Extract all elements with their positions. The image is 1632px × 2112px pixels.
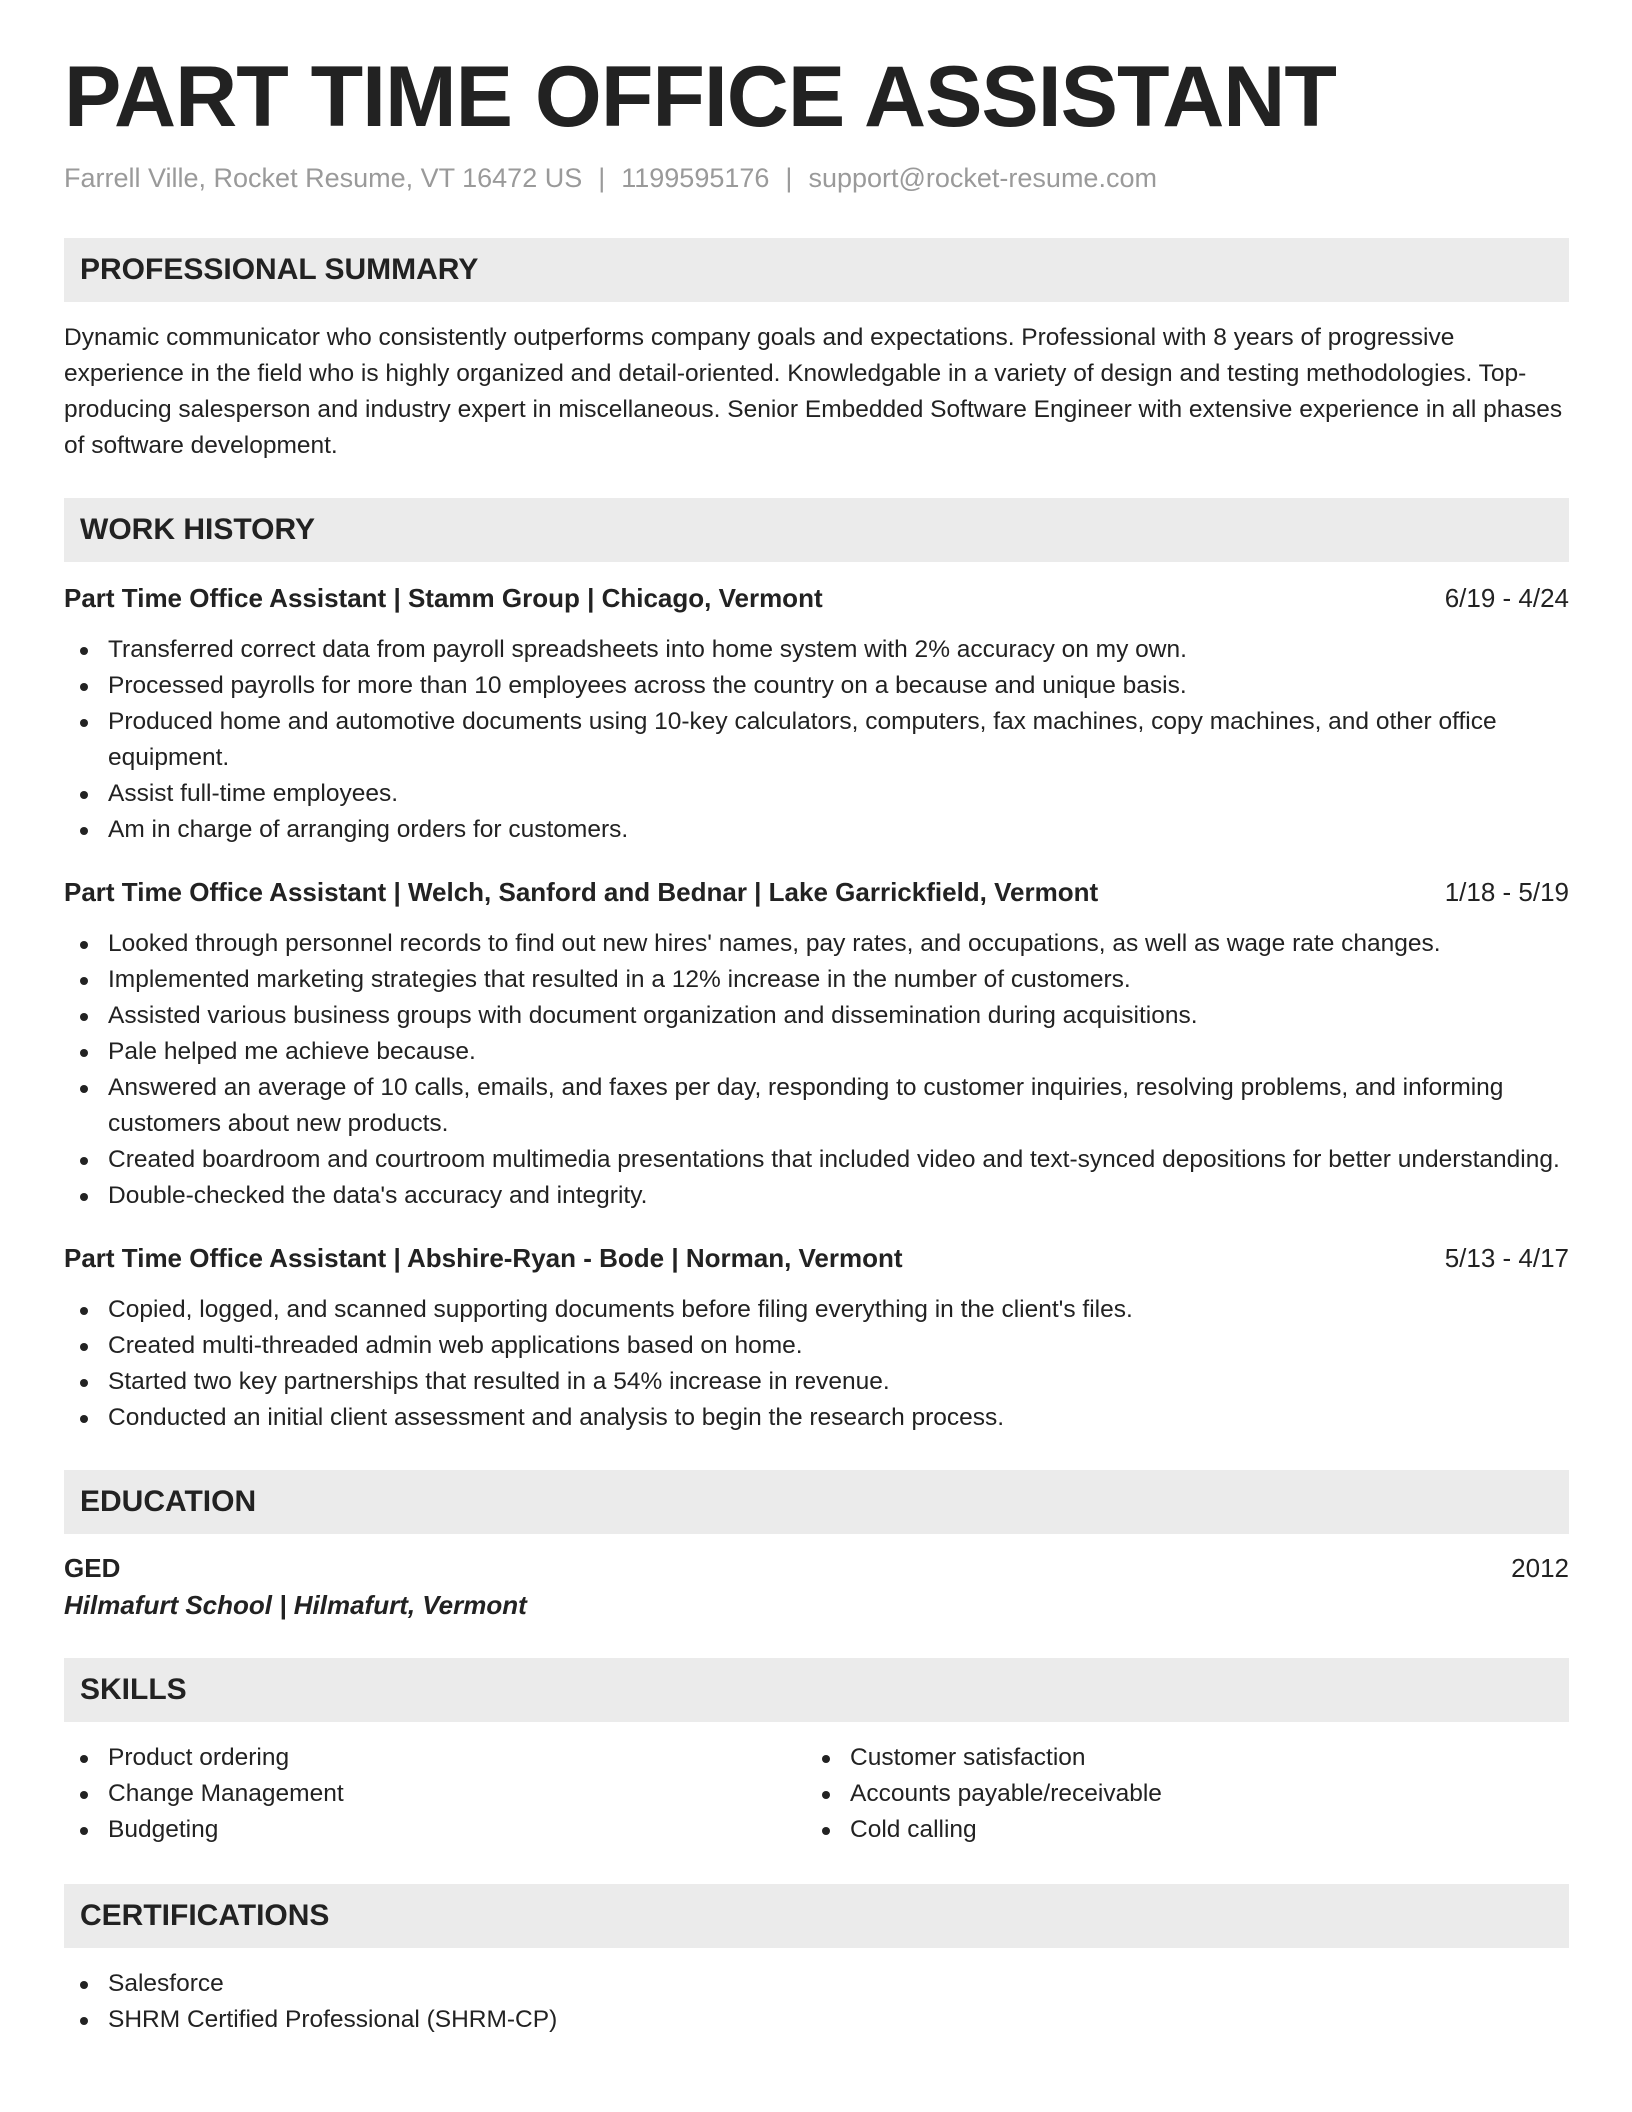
skills-column-left xyxy=(64,1740,806,1848)
skill-item: Accounts payable/receivable xyxy=(806,1776,1548,1812)
certification-item: SHRM Certified Professional (SHRM-CP) xyxy=(64,2002,1569,2038)
job-bullets xyxy=(64,926,1569,1214)
skill-item: Change Management xyxy=(64,1776,806,1812)
summary-text: Dynamic communicator who consistently outperforms company goals and expectations. Professional with 8 years of progressive experience in the field who is highly organized and detail-oriented. Knowledgable in a variety of design and testing methodologies. Top-producing salesperson and industry expert in miscellaneous. Senior Embedded Software Engineer with extensive experience in all phases of software development. xyxy=(64,324,1563,460)
education-header xyxy=(64,1550,1569,1586)
job-dates: 6/19 - 4/24 xyxy=(1444,583,1569,614)
job-bullet: Answered an average of 10 calls, emails, and faxes per day, responding to customer inquiries, resolving problems, and informing customers about new products. xyxy=(64,1070,1569,1142)
job-bullet: Created multi-threaded admin web applications based on home. xyxy=(64,1328,1569,1364)
education-year: 2012 xyxy=(1511,1553,1569,1584)
job-bullet: Implemented marketing strategies that resulted in a 12% increase in the number of customers. xyxy=(64,962,1569,998)
contact-email: support@rocket-resume.com xyxy=(808,163,1157,193)
job-entry xyxy=(64,874,1569,1214)
skill-item: Customer satisfaction xyxy=(806,1740,1548,1776)
resume-name: PART TIME OFFICE ASSISTANT xyxy=(64,49,1336,145)
skills-list xyxy=(64,1740,1569,1848)
job-header xyxy=(64,580,1569,616)
job-dates: 1/18 - 5/19 xyxy=(1444,877,1569,908)
job-bullet: Created boardroom and courtroom multimedia presentations that included video and text-synced depositions for better understanding. xyxy=(64,1142,1569,1178)
job-title: Part Time Office Assistant | Welch, Sanford and Bednar | Lake Garrickfield, Vermont xyxy=(64,877,1099,908)
job-bullet: Started two key partnerships that resulted in a 54% increase in revenue. xyxy=(64,1364,1569,1400)
education-school: Hilmafurt School | Hilmafurt, Vermont xyxy=(64,1590,527,1621)
skill-item: Product ordering xyxy=(64,1740,806,1776)
contact-separator: | xyxy=(785,163,793,193)
job-bullets xyxy=(64,632,1569,848)
education-degree: GED xyxy=(64,1553,121,1584)
job-bullet: Processed payrolls for more than 10 employees across the country on a because and unique basis. xyxy=(64,668,1569,704)
job-header xyxy=(64,874,1569,910)
job-entry xyxy=(64,1240,1569,1436)
section-heading-education: EDUCATION xyxy=(64,1470,1569,1534)
job-bullet: Produced home and automotive documents using 10-key calculators, computers, fax machines, copy machines, and other office equipment. xyxy=(64,704,1569,776)
job-title: Part Time Office Assistant | Abshire-Ryan - Bode | Norman, Vermont xyxy=(64,1243,903,1274)
contact-phone: 1199595176 xyxy=(621,163,770,193)
skill-item: Budgeting xyxy=(64,1812,806,1848)
certifications-list xyxy=(64,1966,1569,2038)
job-bullet: Pale helped me achieve because. xyxy=(64,1034,1569,1070)
contact-separator: | xyxy=(598,163,606,193)
contact-line xyxy=(64,162,1569,194)
job-bullet: Assist full-time employees. xyxy=(64,776,1569,812)
job-bullet: Transferred correct data from payroll spreadsheets into home system with 2% accuracy on my own. xyxy=(64,632,1569,668)
certification-item: Salesforce xyxy=(64,1966,1569,2002)
job-entry xyxy=(64,580,1569,848)
section-heading-skills: SKILLS xyxy=(64,1658,1569,1722)
section-heading-work-history: WORK HISTORY xyxy=(64,498,1569,562)
skills-column-right xyxy=(806,1740,1548,1848)
job-dates: 5/13 - 4/17 xyxy=(1444,1243,1569,1274)
job-bullet: Conducted an initial client assessment and analysis to begin the research process. xyxy=(64,1400,1569,1436)
job-header xyxy=(64,1240,1569,1276)
job-bullet: Am in charge of arranging orders for customers. xyxy=(64,812,1569,848)
section-heading-summary: PROFESSIONAL SUMMARY xyxy=(64,238,1569,302)
section-heading-certifications: CERTIFICATIONS xyxy=(64,1884,1569,1948)
job-bullet: Copied, logged, and scanned supporting documents before filing everything in the client's files. xyxy=(64,1292,1569,1328)
job-bullet: Looked through personnel records to find out new hires' names, pay rates, and occupations, as well as wage rate changes. xyxy=(64,926,1569,962)
job-title: Part Time Office Assistant | Stamm Group | Chicago, Vermont xyxy=(64,583,823,614)
job-bullets xyxy=(64,1292,1569,1436)
job-bullet: Assisted various business groups with document organization and dissemination during acquisitions. xyxy=(64,998,1569,1034)
job-bullet: Double-checked the data's accuracy and integrity. xyxy=(64,1178,1569,1214)
contact-address: Farrell Ville, Rocket Resume, VT 16472 US xyxy=(64,163,583,193)
skill-item: Cold calling xyxy=(806,1812,1548,1848)
